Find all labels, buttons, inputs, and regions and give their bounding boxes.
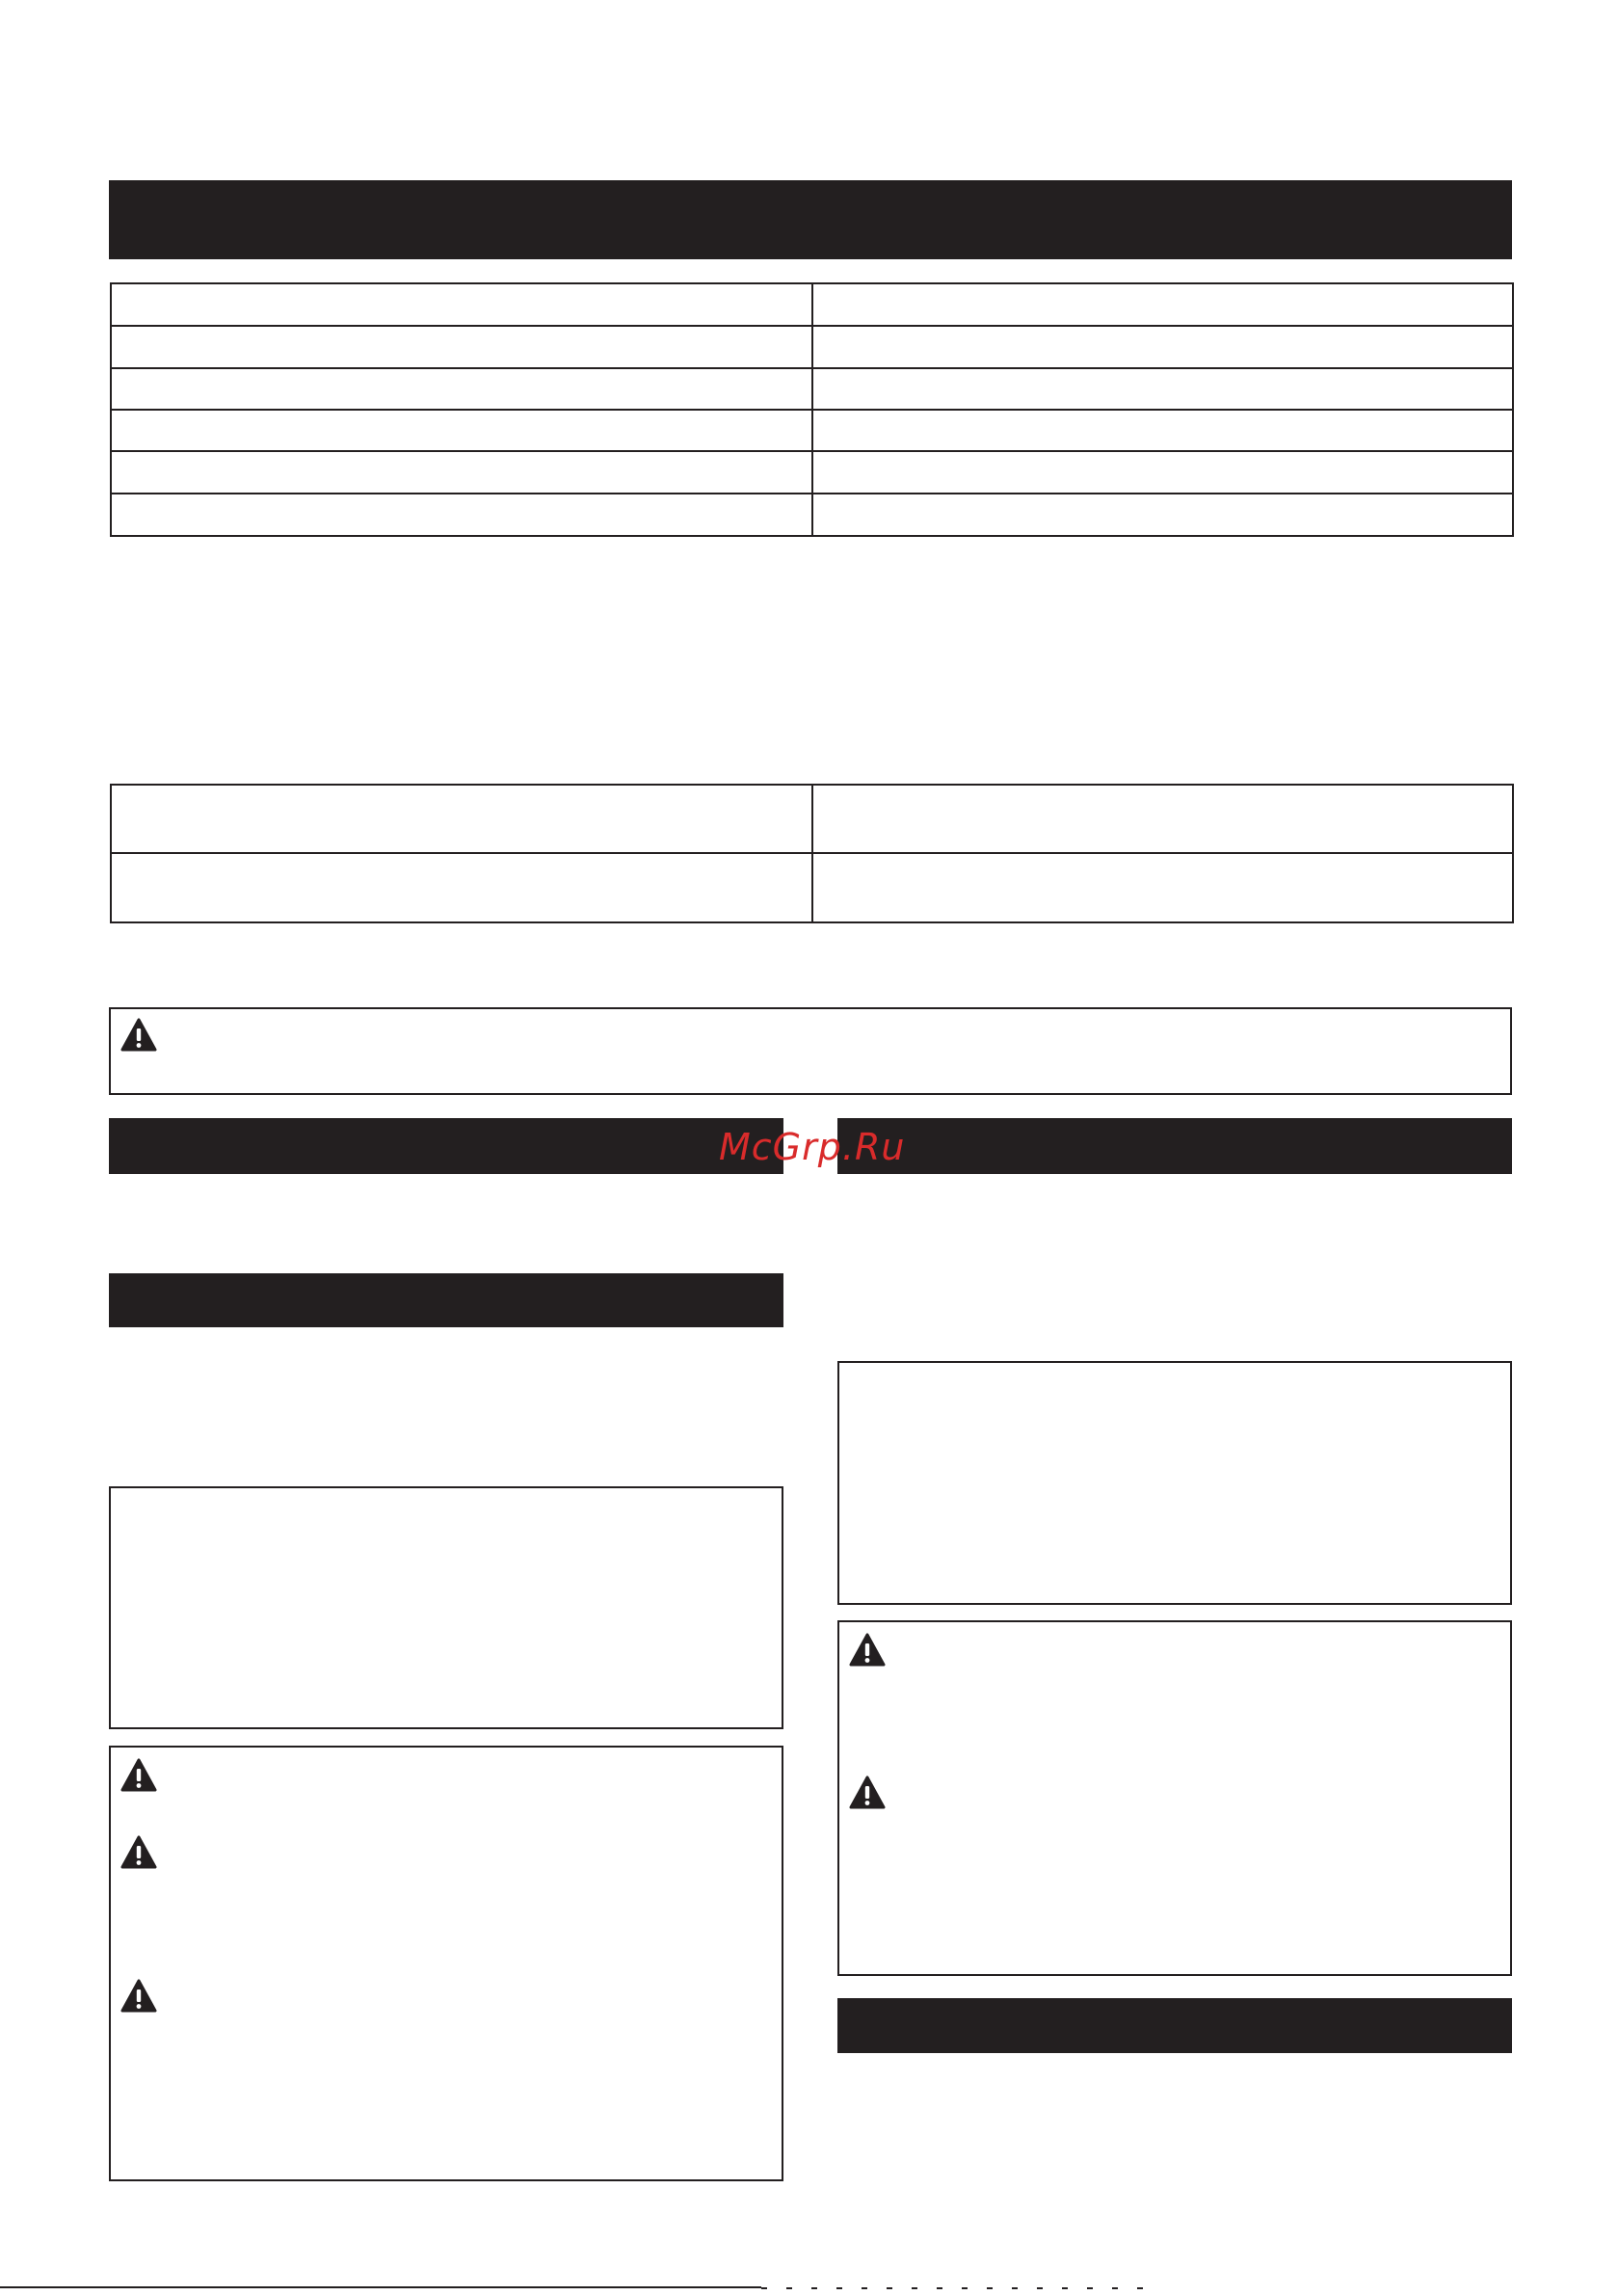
table-row [111, 853, 1513, 922]
section-header-bar-left-2 [109, 1273, 783, 1327]
warning-box-left [109, 1746, 783, 2181]
warning-triangle-icon [120, 1018, 157, 1053]
table-cell [111, 494, 812, 536]
table-row [111, 451, 1513, 494]
section-header-bar-right [837, 1118, 1512, 1174]
table-cell [111, 785, 812, 853]
table-cell [111, 853, 812, 922]
note-box-right [837, 1361, 1512, 1605]
spec-table-1 [110, 282, 1514, 537]
spec-table-2 [110, 784, 1514, 923]
watermark-text: McGrp.Ru [719, 1126, 906, 1168]
table-cell [111, 283, 812, 326]
warning-triangle-icon [849, 1775, 886, 1810]
table-row [111, 494, 1513, 536]
warning-triangle-icon [120, 1758, 157, 1793]
warning-triangle-icon [849, 1633, 886, 1668]
section-header-bar-top [109, 180, 1512, 259]
footer-rule [0, 2286, 761, 2288]
table-row [111, 326, 1513, 368]
warning-triangle-icon [120, 1979, 157, 2014]
table-cell [812, 853, 1513, 922]
warning-box-wide [109, 1007, 1512, 1095]
table-cell [812, 368, 1513, 410]
table-cell [812, 451, 1513, 494]
table-cell [812, 494, 1513, 536]
table-row [111, 785, 1513, 853]
table-cell [111, 368, 812, 410]
table-row [111, 283, 1513, 326]
table-cell [111, 410, 812, 451]
table-cell [812, 283, 1513, 326]
warning-box-right [837, 1620, 1512, 1976]
section-header-bar-left [109, 1118, 783, 1174]
table-cell [812, 410, 1513, 451]
section-header-bar-right-2 [837, 1998, 1512, 2053]
footer-tick-marks [761, 2287, 1147, 2289]
table-cell [812, 785, 1513, 853]
note-box-left [109, 1486, 783, 1729]
table-cell [812, 326, 1513, 368]
table-cell [111, 326, 812, 368]
table-row [111, 410, 1513, 451]
table-row [111, 368, 1513, 410]
table-cell [111, 451, 812, 494]
warning-triangle-icon [120, 1835, 157, 1870]
